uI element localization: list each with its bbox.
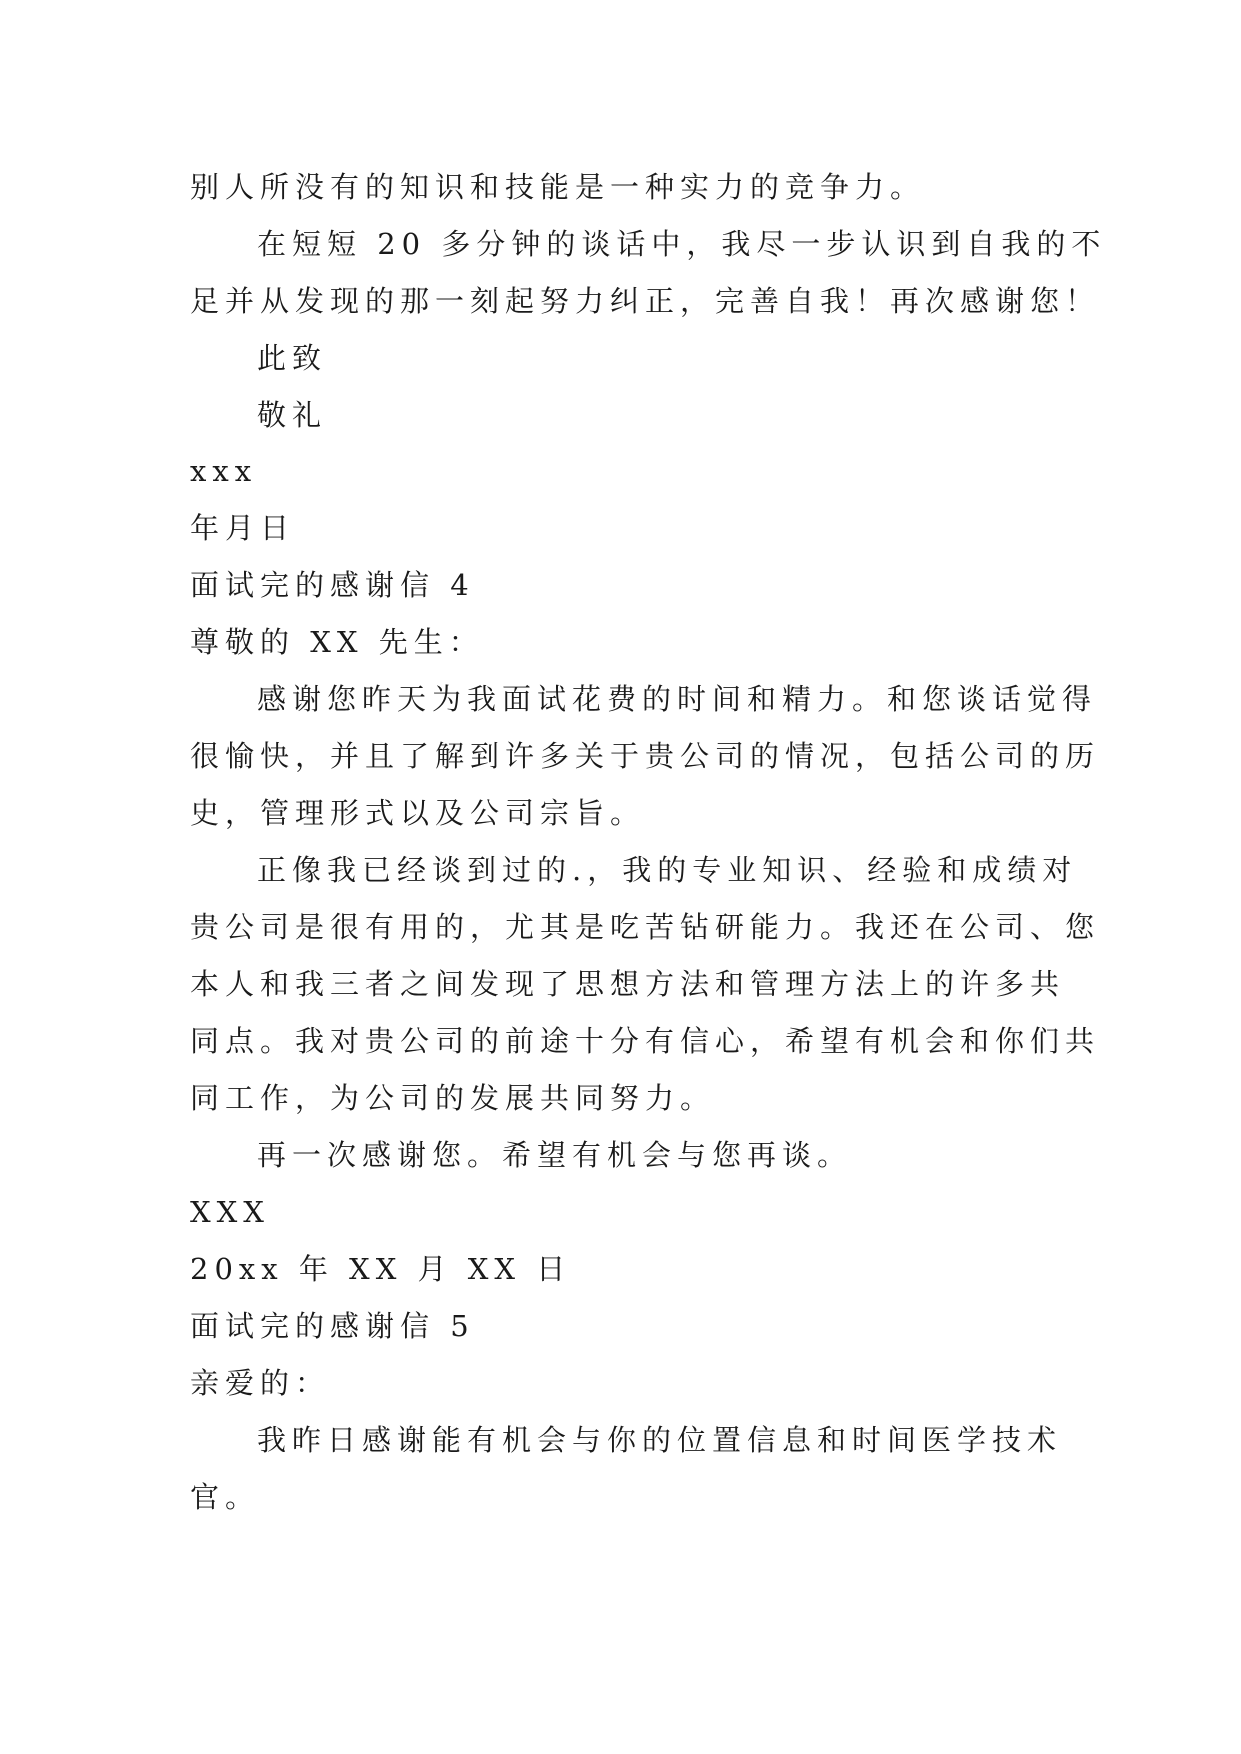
date-line: 年月日 bbox=[190, 511, 296, 545]
paragraph-line: 我昨日感谢能有机会与你的位置信息和时间医学技术 bbox=[257, 1423, 1063, 1457]
paragraph-line: 官。 bbox=[190, 1480, 261, 1514]
date-line: 20xx 年 XX 月 XX 日 bbox=[190, 1252, 572, 1286]
greeting: 尊敬的 XX 先生： bbox=[190, 625, 484, 659]
paragraph-line: 感谢您昨天为我面试花费的时间和精力。和您谈话觉得 bbox=[257, 682, 1098, 716]
paragraph-line: 同工作，为公司的发展共同努力。 bbox=[190, 1081, 716, 1115]
signature: xxx bbox=[190, 454, 258, 488]
greeting: 亲爱的： bbox=[190, 1366, 331, 1400]
paragraph-line: 同点。我对贵公司的前途十分有信心，希望有机会和你们共 bbox=[190, 1024, 1101, 1058]
paragraph-line: 贵公司是很有用的，尤其是吃苦钻研能力。我还在公司、您 bbox=[190, 910, 1101, 944]
letter-title: 面试完的感谢信 5 bbox=[190, 1309, 475, 1343]
paragraph-line: 正像我已经谈到过的.，我的专业知识、经验和成绩对 bbox=[257, 853, 1078, 887]
paragraph-line: 史，管理形式以及公司宗旨。 bbox=[190, 796, 646, 830]
letter-title: 面试完的感谢信 4 bbox=[190, 568, 475, 602]
paragraph-line: 再一次感谢您。希望有机会与您再谈。 bbox=[257, 1138, 853, 1172]
closing-salutation: 敬礼 bbox=[257, 398, 328, 432]
paragraph-line: 本人和我三者之间发现了思想方法和管理方法上的许多共 bbox=[190, 967, 1066, 1001]
paragraph-line: 足并从发现的那一刻起努力纠正，完善自我！再次感谢您！ bbox=[190, 284, 1101, 318]
paragraph-line: 在短短 20 多分钟的谈话中，我尽一步认识到自我的不 bbox=[257, 227, 1107, 261]
signature: XXX bbox=[190, 1195, 270, 1229]
paragraph-line: 别人所没有的知识和技能是一种实力的竞争力。 bbox=[190, 170, 926, 204]
closing-salutation: 此致 bbox=[257, 341, 328, 375]
paragraph-line: 很愉快，并且了解到许多关于贵公司的情况，包括公司的历 bbox=[190, 739, 1101, 773]
